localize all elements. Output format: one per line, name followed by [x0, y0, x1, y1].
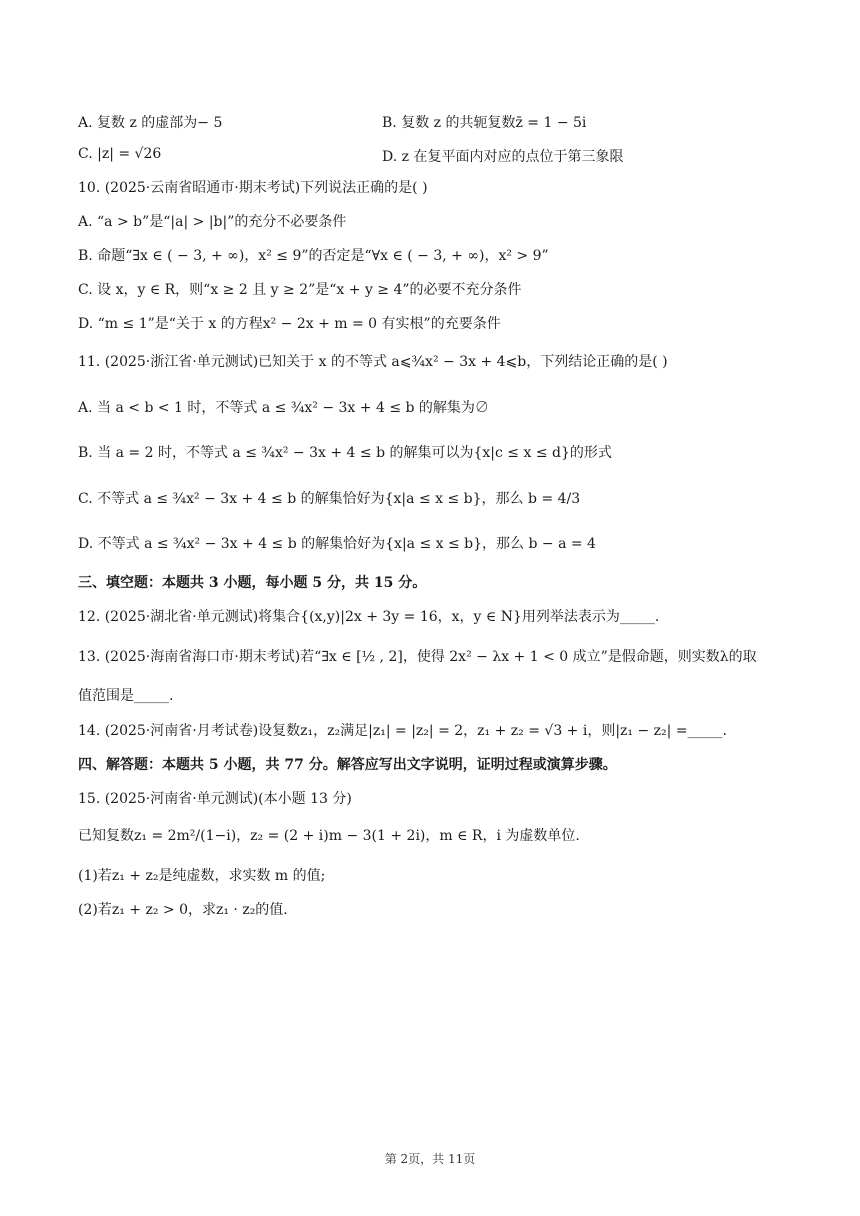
q10-option-a: A. “a > b”是“|a| > |b|”的充分不必要条件 — [78, 214, 347, 230]
q15-given: 已知复数z₁ = 2m²/(1−i)，z₂ = (2 + i)m − 3(1 + 2i)，m ∈ R，i 为虚数单位. — [78, 828, 580, 844]
q11-stem: 11. (2025·浙江省·单元测试)已知关于 x 的不等式 a⩽¾x² − 3x + 4⩽b，下列结论正确的是( ) — [78, 354, 668, 370]
q9-option-a: A. 复数 z 的虚部为− 5 — [78, 115, 223, 131]
q15-part2: (2)若z₁ + z₂ > 0，求z₁ · z₂的值. — [78, 902, 288, 918]
q10-stem: 10. (2025·云南省昭通市·期末考试)下列说法正确的是( ) — [78, 180, 428, 196]
q11-option-d: D. 不等式 a ≤ ¾x² − 3x + 4 ≤ b 的解集恰好为{x|a ≤ x ≤ b}，那么 b − a = 4 — [78, 536, 596, 552]
q12-text: 12. (2025·湖北省·单元测试)将集合{(x,y)|2x + 3y = 16，x，y ∈ N}用列举法表示为_____. — [78, 609, 660, 625]
q15-stem: 15. (2025·河南省·单元测试)(本小题 13 分) — [78, 791, 352, 807]
page-footer: 第 2页，共 11页 — [384, 1152, 476, 1166]
q11-option-c: C. 不等式 a ≤ ¾x² − 3x + 4 ≤ b 的解集恰好为{x|a ≤ x ≤ b}，那么 b = 4/3 — [78, 491, 581, 507]
q9-option-b: B. 复数 z 的共轭复数z̄ = 1 − 5i — [382, 115, 587, 131]
section-fill-in-title: 三、填空题：本题共 3 小题，每小题 5 分，共 15 分。 — [78, 575, 427, 591]
q13-line2: 值范围是_____. — [78, 688, 174, 704]
q13-line1: 13. (2025·海南省海口市·期末考试)若“∃x ∈ [½ , 2]，使得 2x² − λx + 1 < 0 成立”是假命题，则实数λ的取 — [78, 649, 757, 665]
q10-option-c: C. 设 x，y ∈ R，则“x ≥ 2 且 y ≥ 2”是“x + y ≥ 4”的必要不充分条件 — [78, 282, 522, 298]
q9-option-c: C. |z| = √26 — [78, 146, 162, 162]
q11-option-b: B. 当 a = 2 时，不等式 a ≤ ¾x² − 3x + 4 ≤ b 的解集可以为{x|c ≤ x ≤ d}的形式 — [78, 445, 612, 461]
q15-part1: (1)若z₁ + z₂是纯虚数，求实数 m 的值; — [78, 868, 326, 884]
section-answer-title: 四、解答题：本题共 5 小题，共 77 分。解答应写出文字说明，证明过程或演算步骤。 — [78, 757, 617, 773]
q10-option-b: B. 命题“∃x ∈ ( − 3, + ∞)，x² ≤ 9”的否定是“∀x ∈ ( − 3, + ∞)，x² > 9” — [78, 248, 549, 264]
q14-text: 14. (2025·河南省·月考试卷)设复数z₁，z₂满足|z₁| = |z₂| = 2，z₁ + z₂ = √3 + i，则|z₁ − z₂| =_____. — [78, 723, 728, 739]
q11-option-a: A. 当 a < b < 1 时，不等式 a ≤ ¾x² − 3x + 4 ≤ b 的解集为∅ — [78, 400, 489, 416]
q9-option-d: D. z 在复平面内对应的点位于第三象限 — [382, 149, 624, 165]
q10-option-d: D. “m ≤ 1”是“关于 x 的方程x² − 2x + m = 0 有实根”的充要条件 — [78, 316, 501, 332]
